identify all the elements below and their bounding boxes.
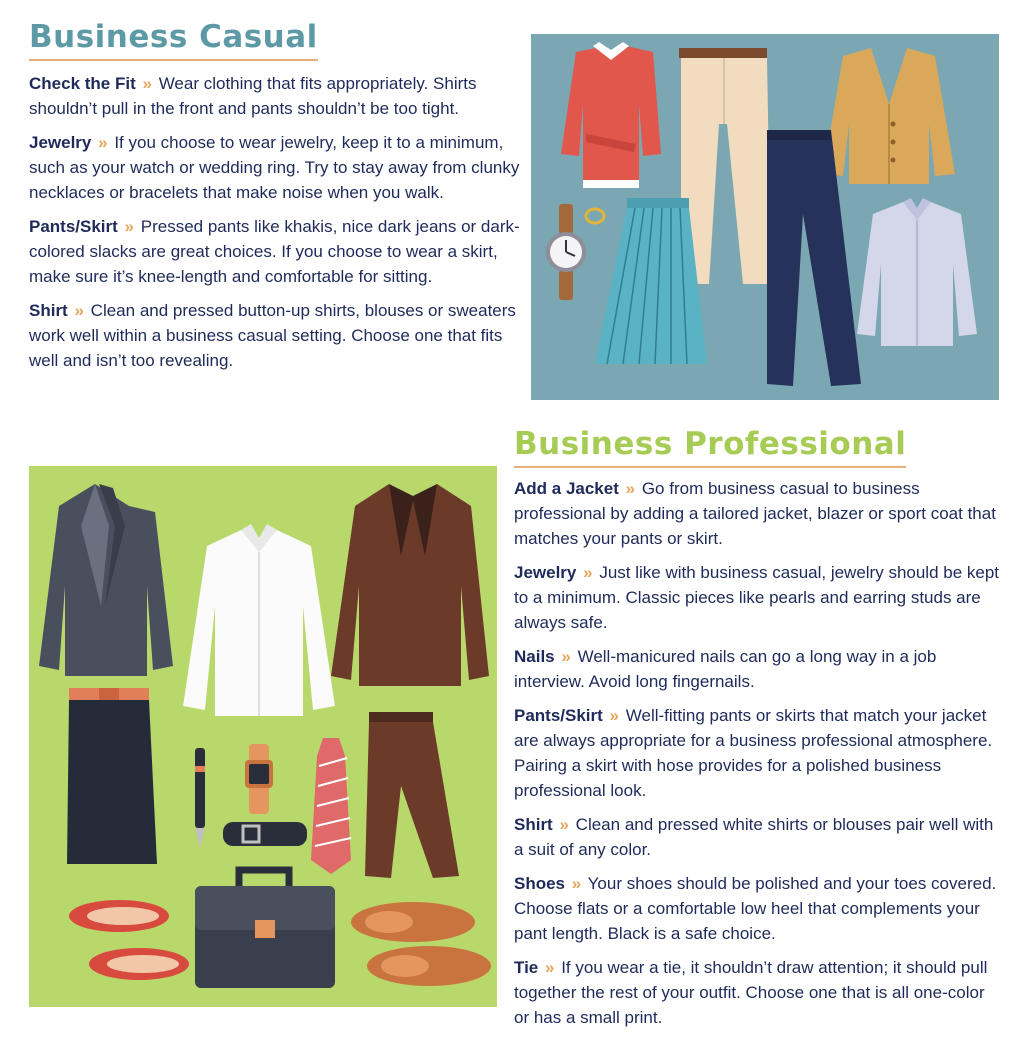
tip-text: If you choose to wear jewelry, keep it to a minimum, such as your watch or wedding ring. Try to stay away from clunky necklaces or bracelets that make noise when you walk. — [29, 133, 520, 202]
tip-text: Go from business casual to business professional by adding a tailored jacket, blazer or sport coat that matches your pants or skirt. — [514, 479, 996, 548]
white-shirt-icon — [183, 524, 335, 716]
tip-text: Pressed pants like khakis, nice dark jeans or dark-colored slacks are great choices. If you choose to wear a skirt, make sure it’s knee-length and comfortable for sitting. — [29, 217, 520, 286]
fountain-pen-icon — [195, 748, 205, 848]
chevron-icon: » — [98, 133, 108, 152]
tip-label: Check the Fit — [29, 74, 136, 93]
tip-label: Shoes — [514, 874, 566, 893]
business-casual-illustration — [531, 34, 999, 400]
chevron-icon: » — [142, 74, 152, 93]
tip-text: Clean and pressed button-up shirts, blouses or sweaters work well within a business casual setting. Choose one that fits well and isn’t too revealing. — [29, 301, 516, 370]
tip-tie — [514, 955, 1004, 1030]
tip-label: Jewelry — [514, 563, 577, 582]
chevron-icon: » — [625, 479, 636, 498]
tip-label: Nails — [514, 647, 555, 666]
tip-label: Pants/Skirt — [29, 217, 118, 236]
business-casual-title: Business Casual — [29, 22, 318, 61]
tip-text: Clean and pressed white shirts or blouses pair well with a suit of any color. — [514, 815, 994, 859]
business-casual-tips — [29, 71, 524, 382]
tip-text: Your shoes should be polished and your toes covered. Choose flats or a comfortable low heel that complements your pant length. Black is a safe choice. — [514, 874, 997, 943]
tip-label: Shirt — [29, 301, 68, 320]
jeans-icon — [767, 130, 861, 386]
oxford-shoes-icon — [351, 902, 491, 986]
tip-label: Jewelry — [29, 133, 92, 152]
tip-shoes — [514, 871, 1004, 946]
tip-pants-skirt — [29, 214, 524, 289]
tip-shirt — [514, 812, 1004, 862]
striped-tie-icon — [311, 738, 351, 874]
tip-label: Add a Jacket — [514, 479, 619, 498]
business-professional-illustration — [29, 466, 497, 1007]
tip-label: Tie — [514, 958, 539, 977]
tip-label: Shirt — [514, 815, 553, 834]
chevron-icon: » — [74, 301, 84, 320]
chevron-icon: » — [545, 958, 555, 977]
tip-add-a-jacket — [514, 476, 1004, 551]
tip-text: If you wear a tie, it shouldn’t draw attention; it should pull together the rest of your outfit. Choose one that is all one-color or has a small print. — [514, 958, 988, 1027]
briefcase-icon — [195, 870, 335, 988]
chevron-icon: » — [583, 563, 593, 582]
gold-watch-icon — [245, 744, 273, 814]
business-casual-illustration-art — [531, 34, 999, 400]
tip-label: Pants/Skirt — [514, 706, 603, 725]
business-professional-tips — [514, 476, 1004, 1039]
sweater-icon — [561, 42, 661, 188]
tip-text: Well-manicured nails can go a long way in a job interview. Avoid long fingernails. — [514, 647, 937, 691]
button-shirt-icon — [857, 198, 977, 346]
pleated-skirt-icon — [595, 198, 707, 364]
tip-text: Just like with business casual, jewelry should be kept to a minimum. Classic pieces like pearls and earring studs are always safe. — [514, 563, 1000, 632]
tip-text: Well-fitting pants or skirts that match your jacket are always appropriate for a business professional atmosphere. Pairing a skirt with hose provides for a polished business professional look. — [514, 706, 993, 800]
chevron-icon: » — [559, 815, 569, 834]
brown-blazer-icon — [331, 484, 489, 686]
red-flats-icon — [69, 900, 189, 980]
tip-text: Wear clothing that fits appropriately. Shirts shouldn’t pull in the front and pants shouldn’t be too tight. — [29, 74, 477, 118]
tip-nails — [514, 644, 1004, 694]
business-professional-title: Business Professional — [514, 429, 906, 468]
tip-jewelry — [29, 130, 524, 205]
pencil-skirt-icon — [67, 688, 157, 864]
chevron-icon: » — [609, 706, 620, 725]
cardigan-icon — [823, 48, 955, 184]
tip-check-the-fit — [29, 71, 524, 121]
tip-jewelry — [514, 560, 1004, 635]
ring-icon — [586, 209, 604, 223]
brown-trousers-icon — [365, 712, 459, 878]
business-professional-illustration-art — [29, 466, 497, 1007]
chevron-icon: » — [124, 217, 135, 236]
chevron-icon: » — [571, 874, 582, 893]
wristwatch-icon — [546, 204, 586, 300]
tip-shirt — [29, 298, 524, 373]
tip-pants-skirt — [514, 703, 1004, 803]
belt-icon — [223, 822, 307, 846]
chevron-icon: » — [561, 647, 571, 666]
womens-blazer-icon — [39, 484, 173, 676]
